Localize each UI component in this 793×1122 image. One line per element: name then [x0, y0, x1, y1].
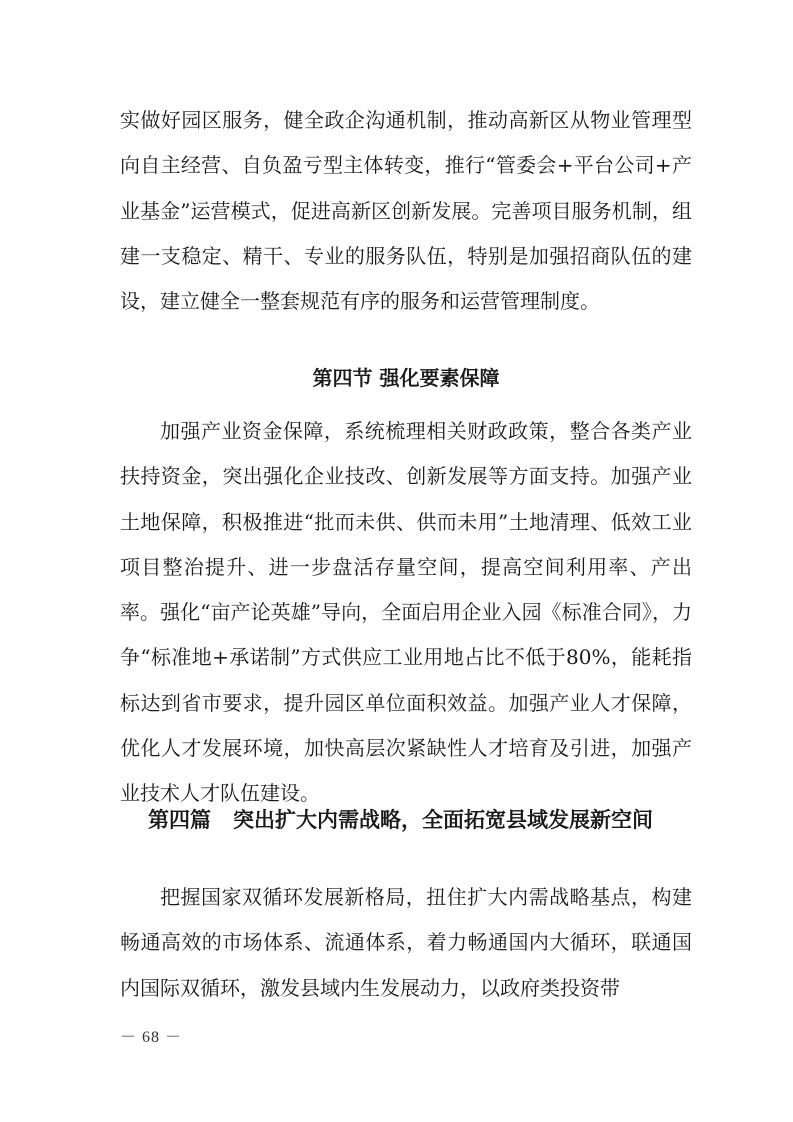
body-paragraph: 加强产业资金保障，系统梳理相关财政政策，整合各类产业扶持资金，突出强化企业技改、创新发展等方面支持。加强产业土地保障，积极推进“批而未供、供而未用”土地清理、低效工业项目整治提升、进一步盘活存量空间，提高空间利用率、产出率。强化“亩产论英雄”导向，全面启用企业入园《标准合同》，力争“标准地+承诺制”方式供应工业用地占比不低于80%，能耗指标达到省市要求，提升园区单位面积效益。加强产业人才保障，优化人才发展环境，加快高层次紧缺性人才培育及引进，加强产业技术人才队伍建设。 — [120, 419, 692, 806]
part-number: 第四篇 — [148, 808, 211, 832]
part-heading — [120, 804, 692, 836]
part-title-text: 突出扩大内需战略，全面拓宽县域发展新空间 — [233, 808, 653, 832]
page-number: － 68 － — [120, 1029, 183, 1046]
body-paragraph: 实做好园区服务，健全政企沟通机制，推动高新区从物业管理型向自主经营、自负盈亏型主体转变，推行“管委会+平台公司+产业基金”运营模式，促进高新区创新发展。完善项目服务机制，组建一支稳定、精干、专业的服务队伍，特别是加强招商队伍的建设，建立健全一整套规范有序的服务和运营管理制度。 — [120, 108, 692, 314]
body-paragraph: 把握国家双循环发展新格局，扭住扩大内需战略基点，构建畅通高效的市场体系、流通体系，着力畅通国内大循环，联通国内国际双循环，激发县域内生发展动力，以政府类投资带 — [120, 885, 692, 1000]
section-heading: 第四节 强化要素保障 — [312, 366, 500, 390]
